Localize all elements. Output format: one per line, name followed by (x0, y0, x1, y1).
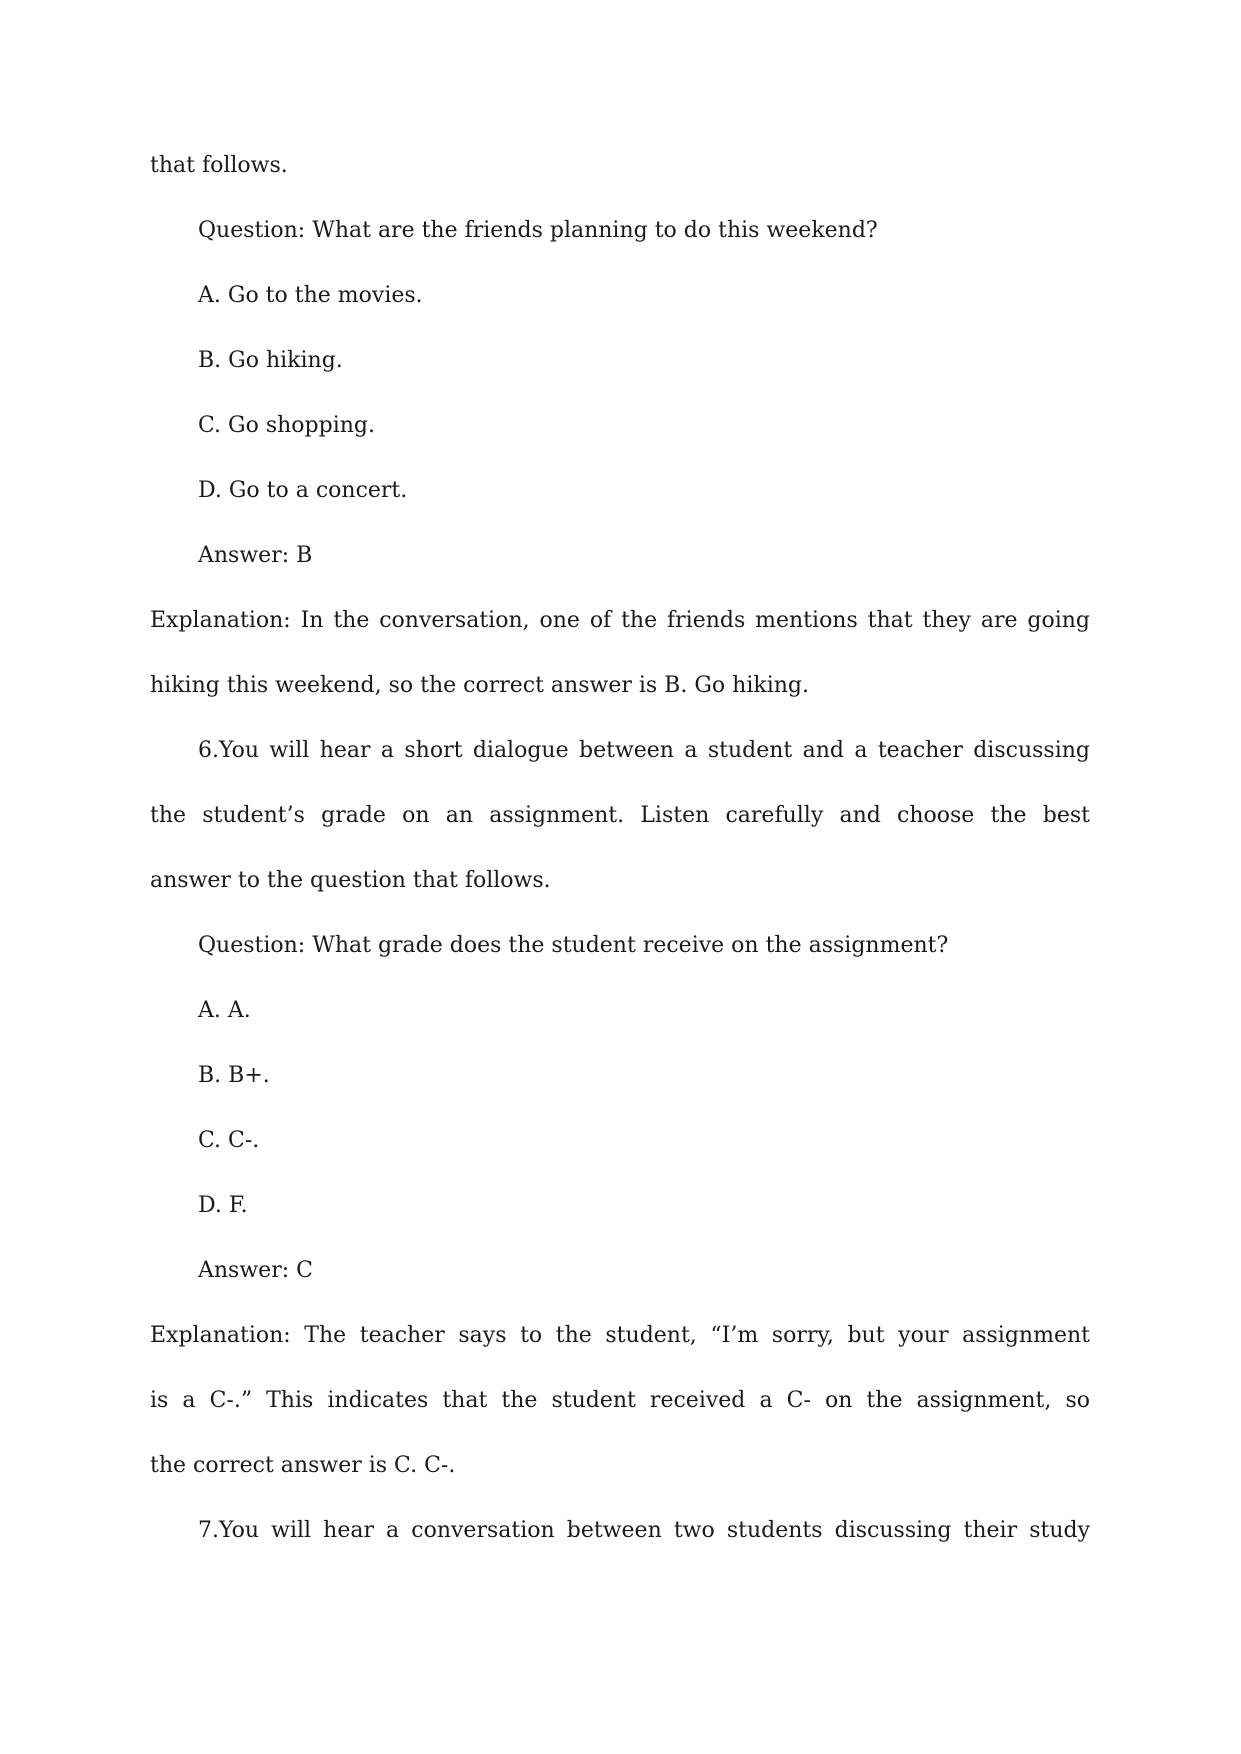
question-text: Question: What grade does the student receive on the assignment? (198, 933, 949, 958)
option-c: C. Go shopping. (198, 413, 375, 438)
option-d: D. Go to a concert. (198, 478, 408, 503)
explanation-line: is a C-.” This indicates that the student received a C- on the assignment, so (150, 1388, 1090, 1413)
question-intro-line: answer to the question that follows. (150, 868, 551, 893)
explanation-line: the correct answer is C. C-. (150, 1453, 456, 1478)
option-a: A. Go to the movies. (198, 283, 423, 308)
explanation-line: Explanation: The teacher says to the student, “I’m sorry, but your assignment (150, 1323, 1090, 1348)
question-text: Question: What are the friends planning to do this weekend? (198, 218, 878, 243)
answer-text: Answer: C (198, 1258, 313, 1283)
option-d: D. F. (198, 1193, 248, 1218)
question-intro-line: 6.You will hear a short dialogue between a student and a teacher discussing (198, 738, 1090, 763)
answer-text: Answer: B (198, 543, 313, 568)
question-intro-line: the student’s grade on an assignment. Listen carefully and choose the best (150, 803, 1090, 828)
explanation-line: Explanation: In the conversation, one of the friends mentions that they are going (150, 608, 1090, 633)
text-line: that follows. (150, 153, 288, 178)
option-c: C. C-. (198, 1128, 260, 1153)
option-b: B. Go hiking. (198, 348, 343, 373)
option-a: A. A. (198, 998, 251, 1023)
option-b: B. B+. (198, 1063, 270, 1088)
question-intro-line: 7.You will hear a conversation between two students discussing their study (198, 1518, 1090, 1543)
explanation-line: hiking this weekend, so the correct answer is B. Go hiking. (150, 673, 809, 698)
